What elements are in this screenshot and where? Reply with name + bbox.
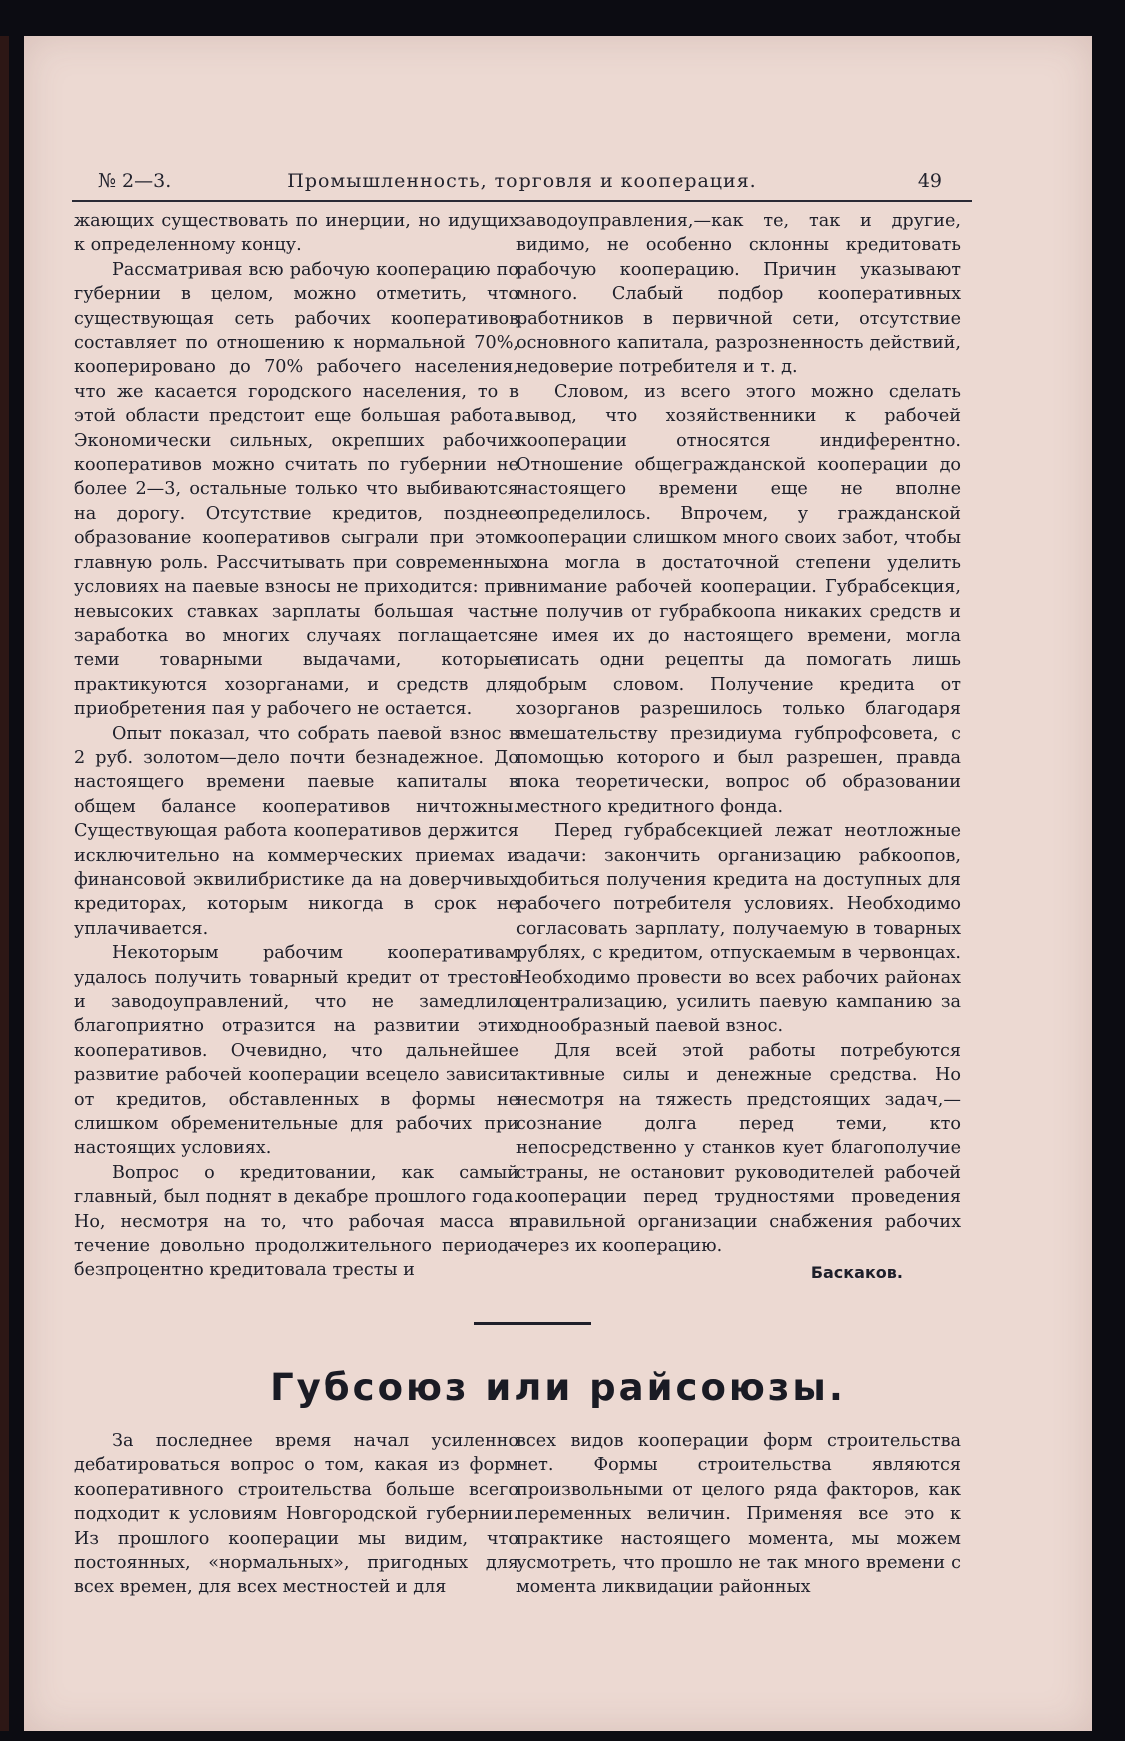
section-divider	[474, 1322, 591, 1325]
paragraph: Некоторым рабочим кооперативам удалось получить товарный кредит от трестов и заводоуправлений, что не замедлило благоприятно отразится на развитии этих кооперативов. Очевидно, что дальнейшее развитие рабочей кооперации всецело зависит от кредитов, обставленных в формы не слишком обременительные для рабочих при настоящих условиях.	[74, 943, 519, 1159]
paragraph: За последнее время начал усиленно дебатироваться вопрос о том, какая из форм кооперативного строительства больше всего подходит к условиям Новгородской губернии. Из прошлого кооперации мы видим, что постоянных, «нормальных», пригодных для всех времен, для всех местностей и для	[74, 1431, 519, 1598]
article-headline: Губсоюз или райсоюзы.	[270, 1366, 846, 1409]
paragraph: Опыт показал, что собрать паевой взнос в 2 руб. золотом—дело почти безнадежное. До настоящего времени паевые капиталы в общем балансе кооперативов ничтожны. Существующая работа кооперативов держится исключительно на коммерческих приемах и финансовой эквилибристике да на доверчивых кредиторах, которым никогда в срок не уплачивается.	[74, 723, 519, 939]
paragraph: всех видов кооперации форм строительства нет. Формы строительства являются произвольными от целого ряда факторов, как переменных величин. Применяя все это к практике настоящего момента, мы можем усмотреть, что прошло не так много времени с момента ликвидации районных	[516, 1431, 961, 1598]
paragraph: заводоуправления,—как те, так и другие, видимо, не особенно склонны кредитовать рабочую кооперацию. Причин указывают много. Слабый подбор кооперативных работников в первичной сети, отсутствие основного капитала, разрозненность действий, недоверие потребителя и т. д.	[516, 211, 961, 378]
paragraph: Словом, из всего этого можно сделать вывод, что хозяйственники к рабочей кооперации относятся индиферентно. Отношение общегражданской кооперации до настоящего времени еще не вполне определилось. Впрочем, у гражданской кооперации слишком много своих забот, чтобы она могла в достаточной степени уделить внимание рабочей кооперации. Губрабсекция, не получив от губрабкоопа никаких средств и не имея их до настоящего времени, могла писать одни рецепты да помогать лишь добрым словом. Получение кредита от хозорганов разрешилось только благодаря вмешательству президиума губпрофсовета, с помощью которого и был разрешен, правда пока теоретически, вопрос об образовании местного кредитного фонда.	[516, 381, 961, 817]
paragraph: Вопрос о кредитовании, как самый главный, был поднят в декабре прошлого года. Но, несмотря на то, что рабочая масса в течение довольно продолжительного периода безпроцентно кредитовала тресты и	[74, 1162, 519, 1281]
article2-right-column	[516, 1429, 961, 1600]
paragraph: жающих существовать по инерции, но идущих к определенному концу.	[74, 211, 519, 256]
page-number: 49	[917, 170, 942, 192]
paragraph: Для всей этой работы потребуются активные силы и денежные средства. Но несмотря на тяжесть предстоящих задач,—сознание долга перед теми, кто непосредственно у станков кует благополучие страны, не остановит руководителей рабочей кооперации перед трудностями проведения правильной организации снабжения рабочих через их кооперацию.	[516, 1040, 961, 1257]
issue-number: № 2—3.	[98, 170, 172, 192]
journal-page	[24, 36, 1092, 1731]
binding-edge-left	[0, 36, 9, 1731]
journal-title: Промышленность, торговля и кооперация.	[287, 170, 757, 192]
author-signature: Баскаков.	[810, 1263, 903, 1283]
article2-left-column	[74, 1429, 519, 1600]
article1-left-column	[74, 209, 519, 1283]
article1-right-column	[516, 209, 961, 1286]
paragraph: Рассматривая всю рабочую кооперацию по губернии в целом, можно отметить, что существующая сеть рабочих кооперативов составляет по отношению к нормальной 70%, кооперировано до 70% рабочего населения, что же касается городского населения, то в этой области предстоит еще большая работа. Экономически сильных, окрепших рабочих кооперативов можно считать по губернии не более 2—3, остальные только что выбиваются на дорогу. Отсутствие кредитов, позднее образование кооперативов сыграли при этом главную роль. Рассчитывать при современных условиях на паевые взносы не приходится: при невысоких ставках зарплаты большая часть заработка во многих случаях поглащается теми товарными выдачами, которые практикуются хозорганами, и средств для приобретения пая у рабочего не остается.	[74, 259, 519, 720]
paragraph: Перед губрабсекцией лежат неотложные задачи: закончить организацию рабкоопов, добиться получения кредита на доступных для рабочего потребителя условиях. Необходимо согласовать зарплату, получаемую в товарных рублях, с кредитом, отпускаемым в червонцах. Необходимо провести во всех рабочих районах централизацию, усилить паевую кампанию за однообразный паевой взнос.	[516, 821, 961, 1037]
running-header	[72, 170, 972, 202]
